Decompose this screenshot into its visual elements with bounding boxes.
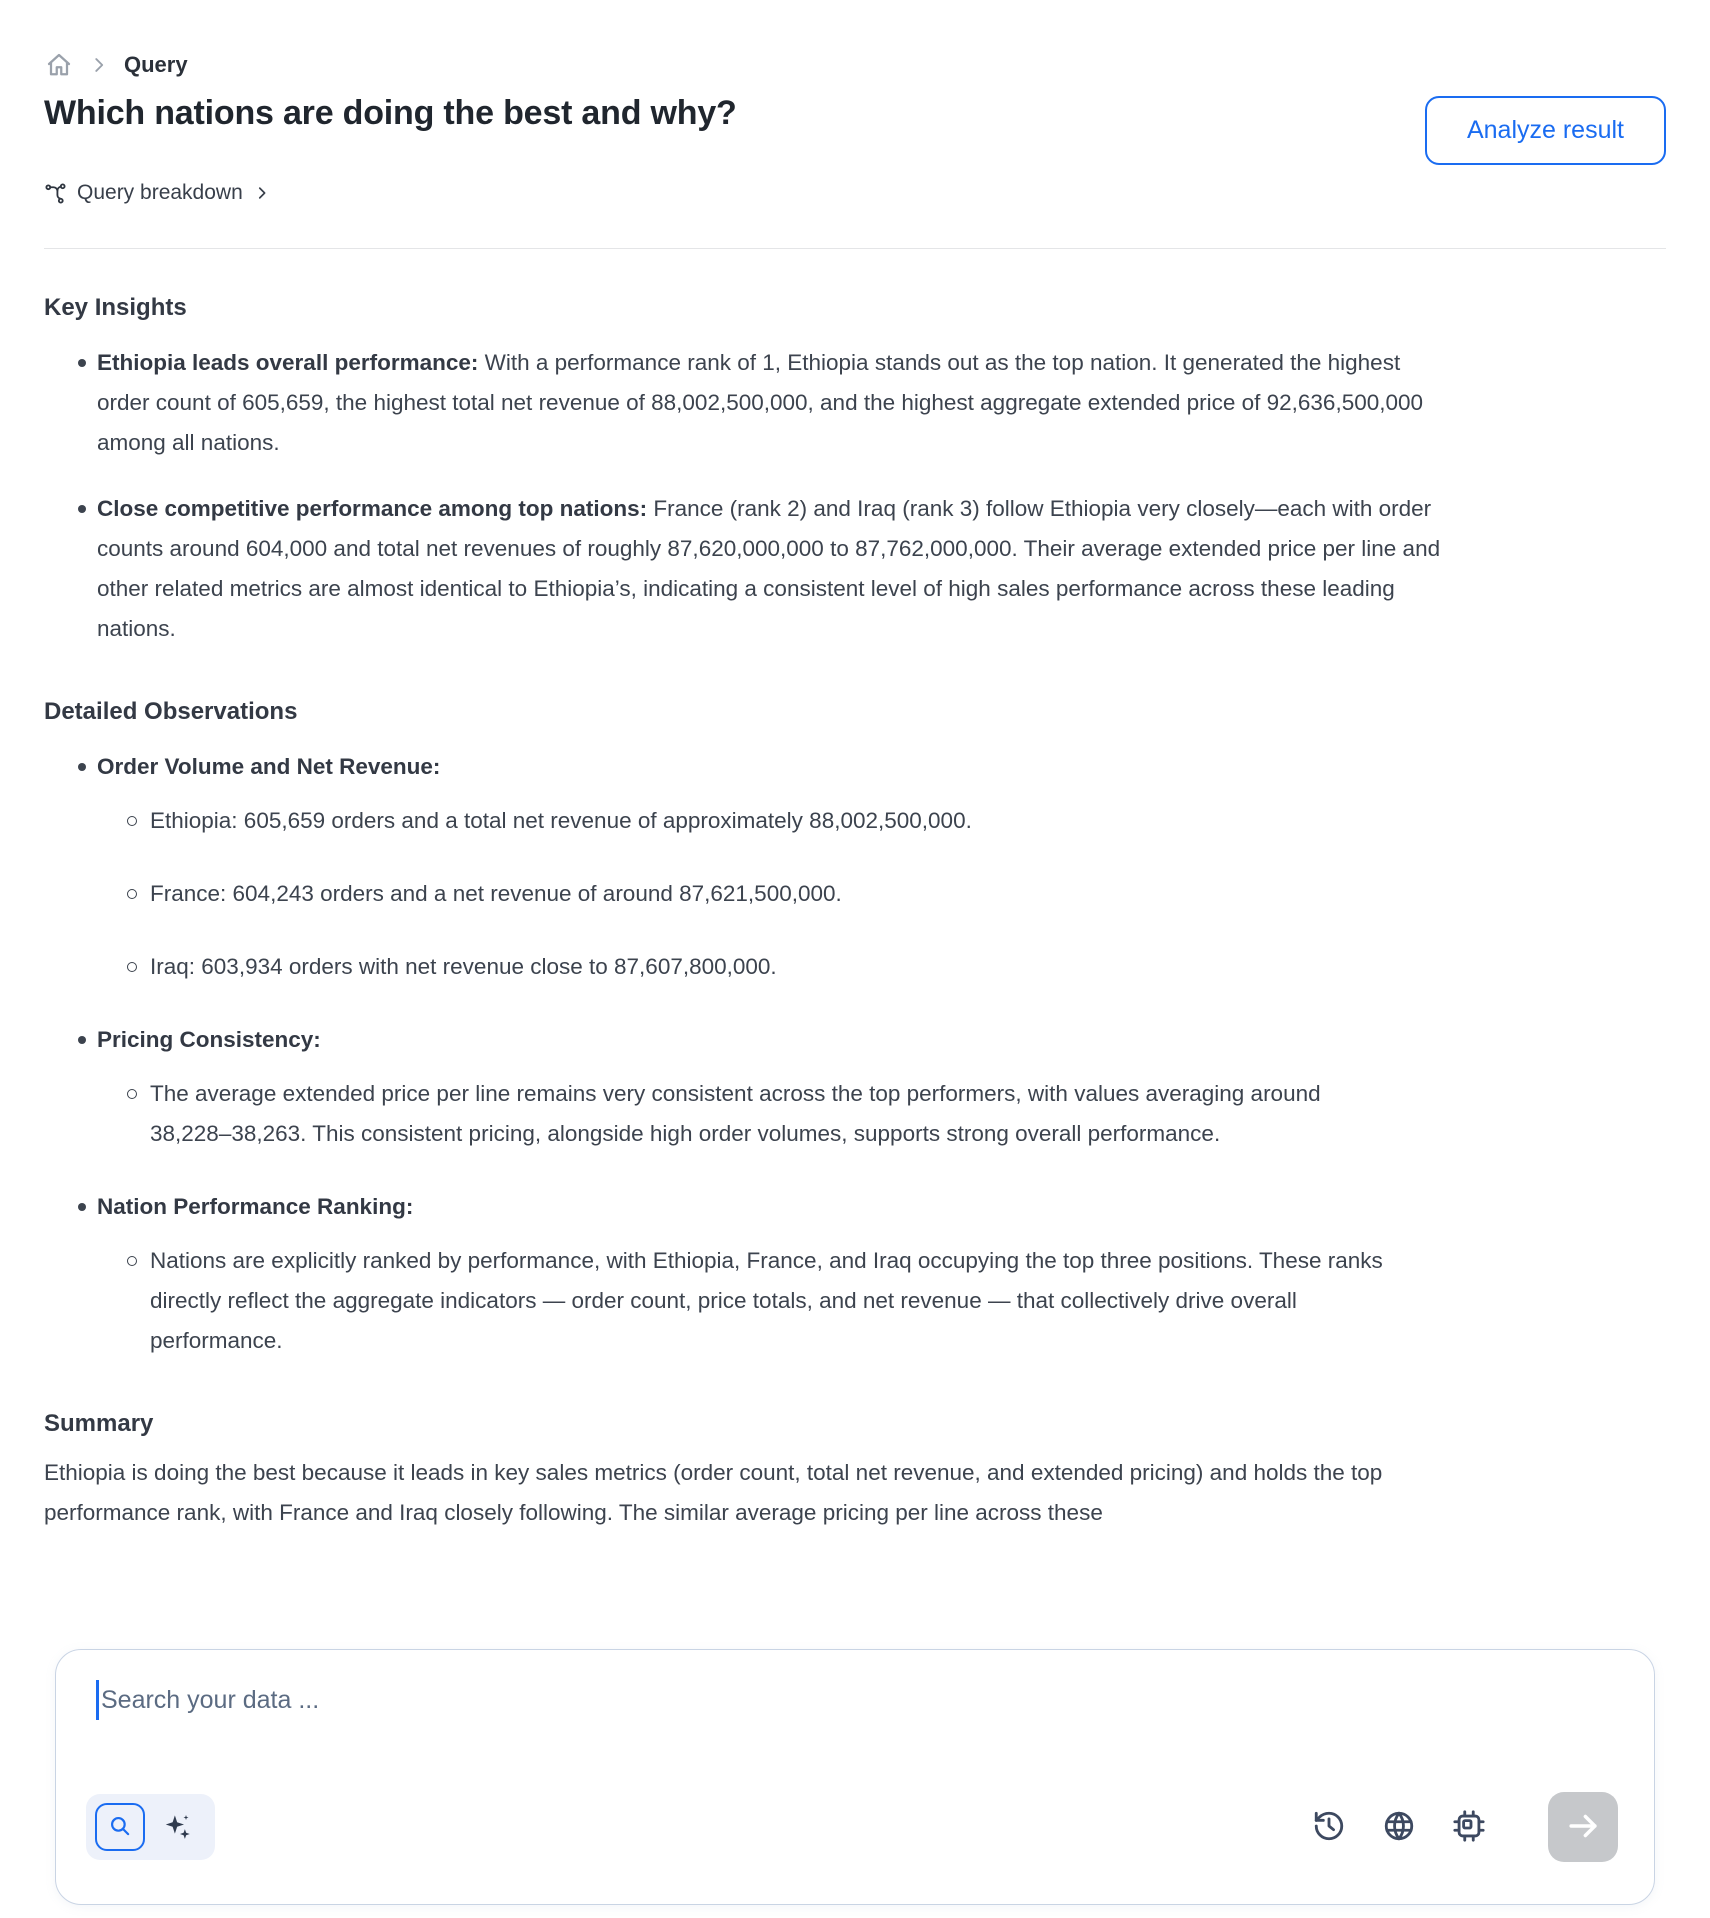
observation-group-title: Pricing Consistency: (97, 1026, 321, 1052)
search-mode-pill (86, 1794, 215, 1860)
observation-group (44, 1020, 1444, 1154)
send-button[interactable] (1548, 1792, 1618, 1862)
model-button[interactable] (1452, 1809, 1486, 1846)
observation-sub-item: France: 604,243 orders and a net revenue of around 87,621,500,000. (97, 874, 1387, 914)
search-icon (107, 1813, 133, 1842)
observation-sublist (97, 1074, 1444, 1154)
insight-item (44, 489, 1444, 649)
insight-body: With a performance rank of 1, Ethiopia stands out as the top nation. It generated the highest order count of 605,659, the highest total net revenue of 88,002,500,000, and the highest aggregate extended price of 92,636,500,000 among all nations. (97, 349, 1424, 455)
analyze-result-button[interactable]: Analyze result (1425, 96, 1666, 165)
chevron-right-icon (253, 184, 271, 202)
summary-heading: Summary (44, 1409, 154, 1437)
insight-lead: Ethiopia leads overall performance: (97, 349, 479, 375)
search-box (55, 1649, 1655, 1905)
history-icon (1312, 1809, 1346, 1846)
search-placeholder: Search your data ... (101, 1685, 320, 1714)
observation-sub-item: The average extended price per line remains very consistent across the top performers, with values averaging around 38,228–38,263. This consistent pricing, alongside high order volumes, supports strong overall performance. (97, 1074, 1387, 1154)
summary-text: Ethiopia is doing the best because it leads in key sales metrics (order count, total net revenue, and extended pricing) and holds the top performance rank, with France and Iraq closely following. The similar average pricing per line across these (44, 1459, 1383, 1525)
summary-section (44, 1407, 1666, 1533)
observation-group (44, 1187, 1444, 1361)
breadcrumb (44, 50, 1666, 80)
insight-item (44, 343, 1444, 463)
observation-sublist (97, 801, 1444, 987)
search-toolbar (86, 1792, 1618, 1862)
observation-group-title: Nation Performance Ranking: (97, 1193, 414, 1219)
observation-sublist (97, 1241, 1444, 1361)
breadcrumb-chevron-icon (88, 54, 110, 76)
ai-sparkles-button[interactable] (163, 1811, 193, 1844)
insight-body: France (rank 2) and Iraq (rank 3) follow Ethiopia very closely—each with order counts around 604,000 and total net revenues of roughly 87,620,000,000 to 87,762,000,000. Their average extended price per line and other related metrics are almost identical to Ethiopia’s, indicating a consistent level of high sales performance across these leading nations. (97, 495, 1441, 641)
globe-icon (1382, 1809, 1416, 1846)
breadcrumb-current[interactable]: Query (124, 52, 188, 77)
insight-lead: Close competitive performance among top nations: (97, 495, 648, 521)
send-arrow-icon (1564, 1807, 1602, 1848)
web-button[interactable] (1382, 1809, 1416, 1846)
detailed-observations-heading: Detailed Observations (44, 697, 298, 725)
search-input[interactable] (86, 1680, 1618, 1720)
detailed-observations-section (44, 695, 1666, 1361)
sparkles-icon (163, 1811, 193, 1844)
text-cursor (96, 1680, 99, 1720)
home-icon[interactable] (44, 50, 74, 80)
result-content (44, 249, 1666, 1533)
observation-sub-item: Nations are explicitly ranked by performance, with Ethiopia, France, and Iraq occupying the top three positions. These ranks directly reflect the aggregate indicators — order count, price totals, and net revenue — that collectively drive overall performance. (97, 1241, 1387, 1361)
history-button[interactable] (1312, 1809, 1346, 1846)
chip-icon (1452, 1809, 1486, 1846)
header (44, 94, 1666, 165)
search-mode-button[interactable] (95, 1803, 145, 1851)
page-title: Which nations are doing the best and why? (44, 94, 737, 132)
key-insights-list (44, 343, 1666, 649)
observations-list (44, 747, 1666, 1361)
observation-group-title: Order Volume and Net Revenue: (97, 753, 441, 779)
observation-sub-item: Ethiopia: 605,659 orders and a total net revenue of approximately 88,002,500,000. (97, 801, 1387, 841)
observation-sub-item: Iraq: 603,934 orders with net revenue close to 87,607,800,000. (97, 947, 1387, 987)
query-result-page (0, 50, 1710, 1533)
key-insights-heading: Key Insights (44, 293, 187, 321)
query-breakdown-label: Query breakdown (77, 181, 243, 204)
query-breakdown-link[interactable] (44, 181, 271, 205)
search-right-icons (1312, 1792, 1618, 1862)
query-breakdown-icon (44, 182, 67, 205)
observation-group (44, 747, 1444, 987)
